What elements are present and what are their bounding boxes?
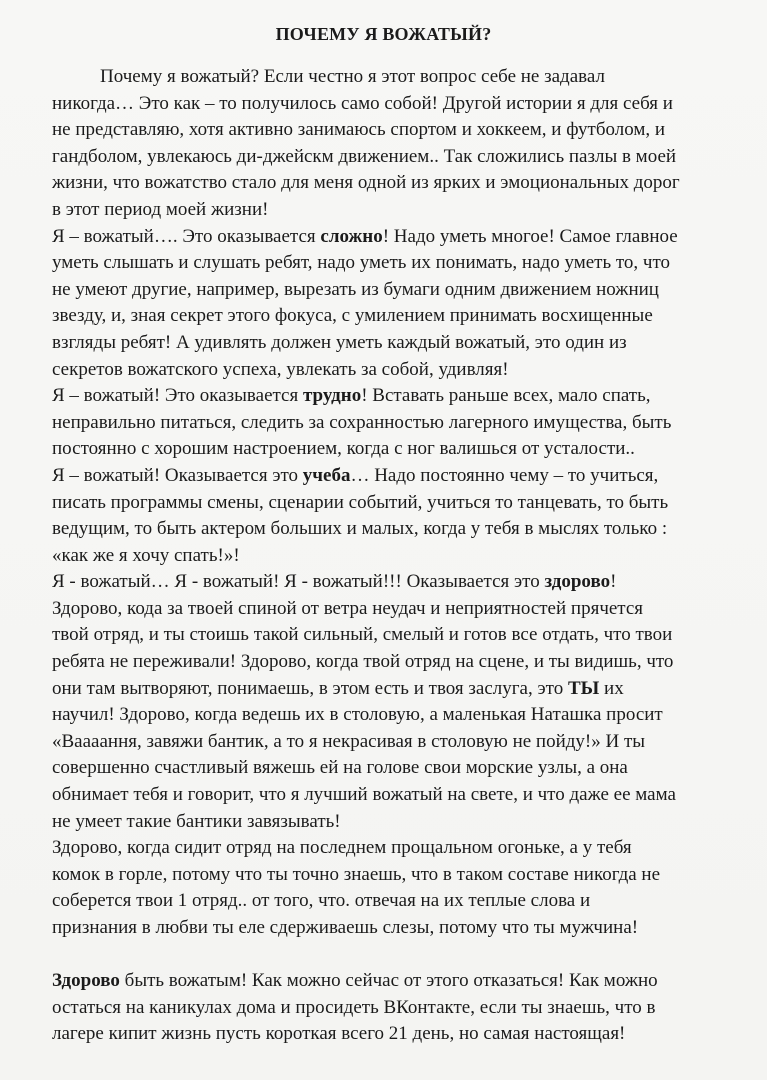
text-line xyxy=(52,649,742,676)
bold-word: сложно xyxy=(320,225,383,247)
text-run: обнимает тебя и говорит, что я лучший вожатый на свете, и что даже ее мама xyxy=(52,784,676,806)
text-line xyxy=(52,91,742,118)
text-line xyxy=(52,436,742,463)
text-run: не представляю, хотя активно занимаюсь спортом и хоккеем, и футболом, и xyxy=(52,119,666,141)
text-run: Я – вожатый! Оказывается это xyxy=(52,464,303,486)
text-run: Я - вожатый… Я - вожатый! Я - вожатый!!! Оказывается это xyxy=(52,571,545,593)
text-line xyxy=(52,835,742,862)
text-line xyxy=(52,915,742,942)
text-run: ребята не переживали! Здорово, когда твой отряд на сцене, и ты видишь, что xyxy=(52,651,674,673)
text-line xyxy=(52,277,742,304)
text-line xyxy=(52,463,742,490)
text-run: не умеет такие бантики завязывать! xyxy=(52,810,341,832)
bold-word: трудно xyxy=(302,385,362,407)
text-run: писать программы смены, сценарии событий, учиться то танцевать, то быть xyxy=(52,491,669,513)
text-line xyxy=(52,170,742,197)
text-run: научил! Здорово, когда ведешь их в столовую, а маленькая Наташка просит xyxy=(52,704,663,726)
text-run: Здорово, когда сидит отряд на последнем прощальном огоньке, а у тебя xyxy=(52,837,632,859)
text-run: ведущим, то быть актером больших и малых, когда у тебя в мыслях только : xyxy=(52,518,668,540)
text-line xyxy=(52,622,742,649)
text-run: «как же я хочу спать!»! xyxy=(52,544,240,566)
text-line xyxy=(52,569,742,596)
text-line xyxy=(52,490,742,517)
text-run: секретов вожатского успеха, увлекать за собой, удивляя! xyxy=(52,358,509,380)
text-line xyxy=(52,410,742,437)
text-run: ! Надо уметь многое! Самое главное xyxy=(382,225,678,247)
text-line xyxy=(52,702,742,729)
text-line xyxy=(52,596,742,623)
text-line xyxy=(52,782,742,809)
text-line xyxy=(52,888,742,915)
bold-word: ТЫ xyxy=(567,677,600,699)
text-run: быть вожатым! Как можно сейчас от этого отказаться! Как можно xyxy=(119,970,658,992)
text-line xyxy=(52,197,742,224)
text-run: жизни, что вожатство стало для меня одной из ярких и эмоциональных дорог xyxy=(52,172,680,194)
text-line xyxy=(52,543,742,570)
text-run: «Ваааання, завяжи бантик, а то я некрасивая в столовую не пойду!» И ты xyxy=(52,730,646,752)
text-line xyxy=(52,676,742,703)
paragraph-gap xyxy=(52,942,742,969)
text-run: Я – вожатый…. Это оказывается xyxy=(52,225,321,247)
text-run: не умеют другие, например, вырезать из бумаги одним движением ножниц xyxy=(52,278,659,300)
text-line xyxy=(52,250,742,277)
text-run: Почему я вожатый? Если честно я этот вопрос себе не задавал xyxy=(100,66,605,87)
text-run: ! Вставать раньше всех, мало спать, xyxy=(361,385,651,407)
text-run: лагере кипит жизнь пусть короткая всего 21 день, но самая настоящая! xyxy=(52,1023,626,1045)
text-run: твой отряд, и ты стоишь такой сильный, смелый и готов все отдать, что твои xyxy=(52,624,673,646)
text-run: ! xyxy=(610,571,617,593)
text-line xyxy=(52,357,742,384)
page-title: ПОЧЕМУ Я ВОЖАТЫЙ? xyxy=(275,24,492,44)
text-run: соберется твои 1 отряд.. от того, что. отвечая на их теплые слова и xyxy=(52,890,591,912)
text-line xyxy=(52,64,742,91)
text-line xyxy=(52,516,742,543)
text-line xyxy=(52,330,742,357)
text-run: звезду, и, зная секрет этого фокуса, с умилением принимать восхищенные xyxy=(52,305,653,327)
text-run: Я – вожатый! Это оказывается xyxy=(52,385,303,407)
bold-word: учеба xyxy=(302,464,351,486)
bold-word: Здорово xyxy=(52,970,120,992)
text-line xyxy=(52,729,742,756)
text-run: … Надо постоянно чему – то учиться, xyxy=(350,464,659,486)
text-run: неправильно питаться, следить за сохранностью лагерного имущества, быть xyxy=(52,411,672,433)
text-line xyxy=(52,809,742,836)
text-run: совершенно счастливый вяжешь ей на голове свои морские узлы, а она xyxy=(52,757,628,779)
text-line xyxy=(52,303,742,330)
text-run: комок в горле, потому что ты точно знаешь, что в таком составе никогда не xyxy=(52,863,661,885)
text-line xyxy=(52,1021,742,1048)
text-run: они там вытворяют, понимаешь, в этом есть и твоя заслуга, это xyxy=(52,677,568,699)
text-line xyxy=(52,224,742,251)
text-line xyxy=(52,755,742,782)
text-run: их xyxy=(599,677,624,699)
essay-body xyxy=(52,64,742,1048)
text-run: Здорово, кода за твоей спиной от ветра неудач и неприятностей прячется xyxy=(52,597,644,619)
text-line xyxy=(52,862,742,889)
text-run: постоянно с хорошим настроением, когда с ног валишься от усталости.. xyxy=(52,438,635,460)
text-line xyxy=(52,144,742,171)
text-line xyxy=(52,995,742,1022)
bold-word: здорово xyxy=(544,571,611,593)
text-run: никогда… Это как – то получилось само собой! Другой истории я для себя и xyxy=(52,92,673,114)
text-line xyxy=(52,117,742,144)
text-run: в этот период моей жизни! xyxy=(52,198,269,220)
text-line xyxy=(52,968,742,995)
text-run: остаться на каникулах дома и просидеть ВКонтакте, если ты знаешь, что в xyxy=(52,996,656,1018)
text-run: взгляды ребят! А удивлять должен уметь каждый вожатый, это один из xyxy=(52,331,627,353)
text-run: признания в любви ты еле сдерживаешь слезы, потому что ты мужчина! xyxy=(52,917,639,938)
text-line xyxy=(52,383,742,410)
text-run: уметь слышать и слушать ребят, надо уметь их понимать, надо уметь то, что xyxy=(52,252,671,274)
text-run: гандболом, увлекаюсь ди-джейскм движением.. Так сложились пазлы в моей xyxy=(52,145,677,167)
